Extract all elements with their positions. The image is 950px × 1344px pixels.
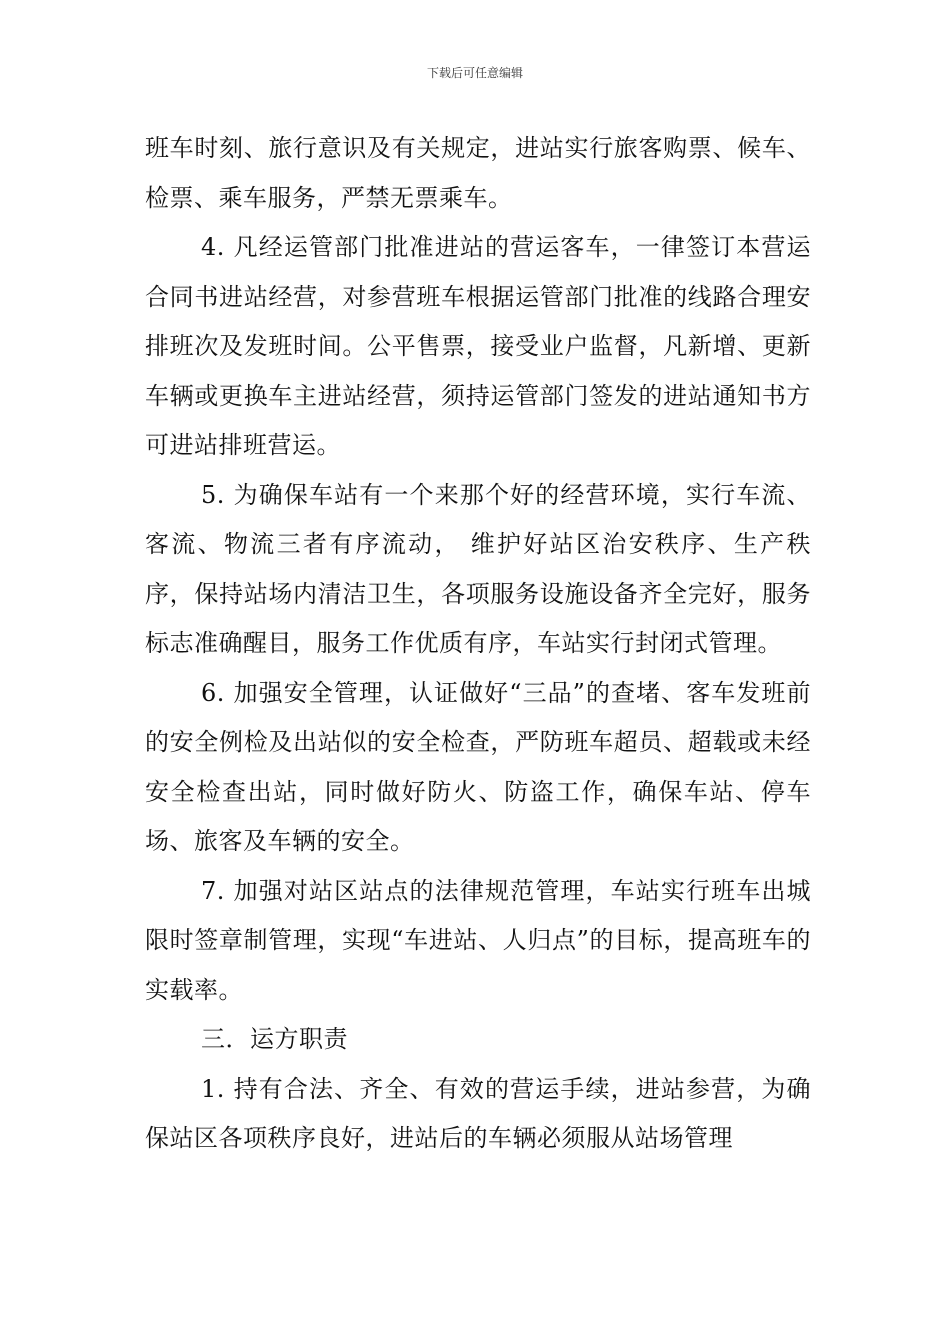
paragraph: 4. 凡经运管部门批准进站的营运客车，一律签订本营运合同书进站经营，对参营班车根据运管部门批准的线路合理安排班次及发班时间。公平售票，接受业户监督，凡新增、更新车辆或更换车主进站经营，须持运管部门签发的进站通知书方可进站排班营运。	[145, 233, 811, 459]
paragraph: 6. 加强安全管理，认证做好“三品”的查堵、客车发班前的安全例检及出站似的安全检查，严防班车超员、超载或未经安全检查出站，同时做好防火、防盗工作，确保车站、停车场、旅客及车辆的安全。	[145, 678, 811, 855]
page-header: 下载后可任意编辑	[426, 66, 523, 80]
paragraph: 7. 加强对站区站点的法律规范管理，车站实行班车出城限时签章制管理，实现“车进站、人归点”的目标，提高班车的实载率。	[145, 876, 811, 1004]
document-body	[145, 124, 811, 1164]
section-heading: 三．运方职责	[201, 1025, 348, 1053]
paragraph: 班车时刻、旅行意识及有关规定，进站实行旅客购票、候车、检票、乘车服务，严禁无票乘车。	[145, 134, 811, 212]
paragraph: 5. 为确保车站有一个来那个好的经营环境，实行车流、客流、物流三者有序流动， 维护好站区治安秩序、生产秩序，保持站场内清洁卫生，各项服务设施设备齐全完好，服务标志准确醒目，服务工作优质有序，车站实行封闭式管理。	[145, 480, 811, 657]
paragraph: 1. 持有合法、齐全、有效的营运手续，进站参营，为确保站区各项秩序良好，进站后的车辆必须服从站场管理	[145, 1074, 811, 1152]
